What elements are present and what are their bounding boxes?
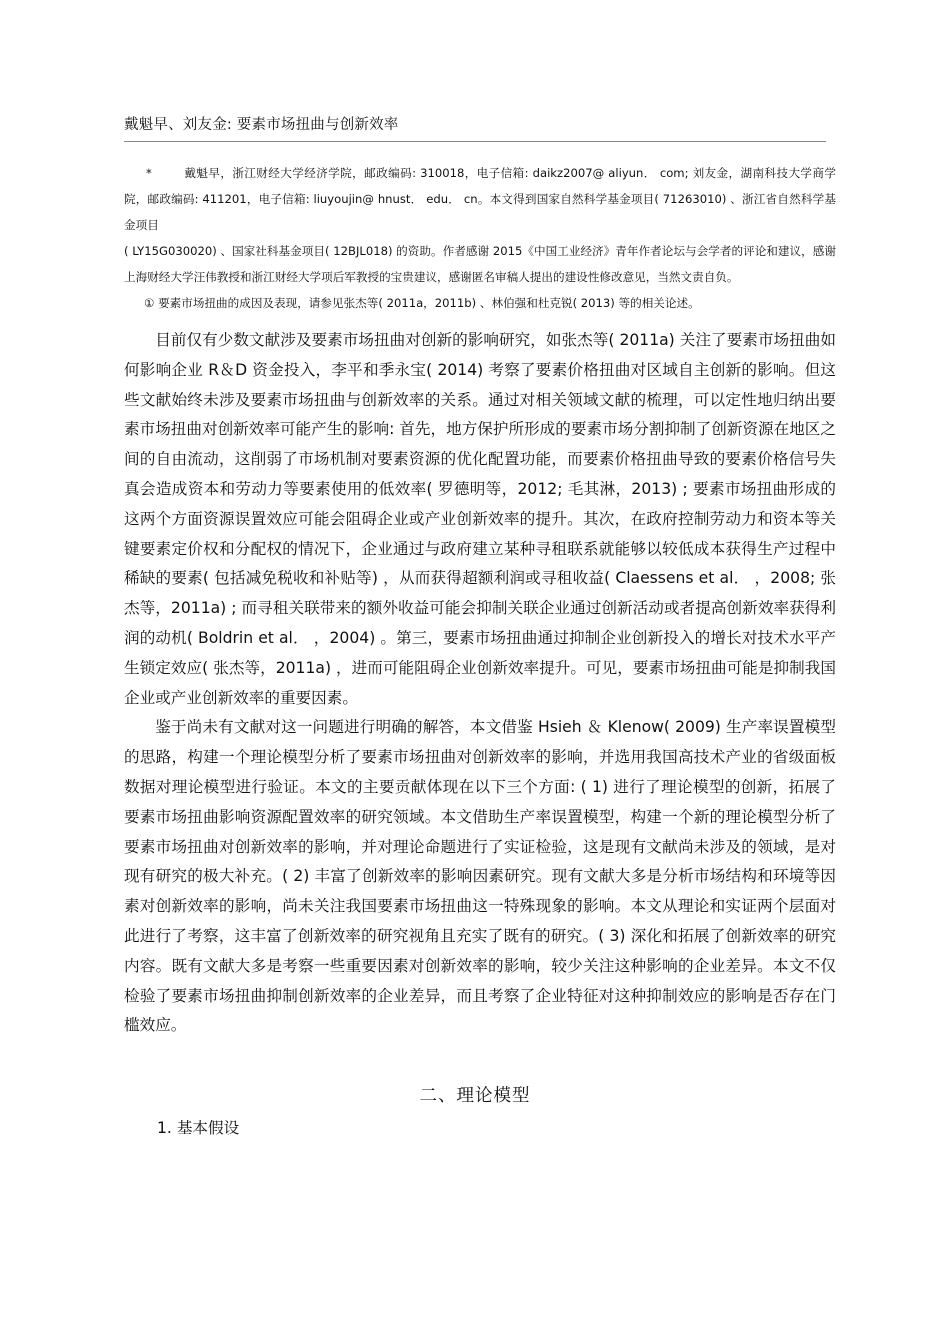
section-title: 二、理论模型 [419,1086,531,1106]
body-text [124,326,836,1041]
body-paragraph-2: 鉴于尚未有文献对这一问题进行明确的解答，本文借鉴 Hsieh ＆ Klenow( 2009) 生产率误置模型的思路，构建一个理论模型分析了要素市场扭曲对创新效率的影响，并选用我国高技术产业的省级面板数据对理论模型进行验证。本文的主要贡献体现在以下三个方面: ( 1) 进行了理论模型的创新，拓展了要素市场扭曲影响资源配置效率的研究领域。本文借助生产率误置模型，构建一个新的理论模型分析了要素市场扭曲对创新效率的影响，并对理论命题进行了实证检验，这是现有文献尚未涉及的领域，是对现有研究的极大补充。( 2) 丰富了创新效率的影响因素研究。现有文献大多是分析市场结构和环境等因素对创新效率的影响，尚未关注我国要素市场扭曲这一特殊现象的影响。本文从理论和实证两个层面对此进行了考察，这丰富了创新效率的研究视角且充实了既有的研究。( 3) 深化和拓展了创新效率的研究内容。既有文献大多是考察一些重要因素对创新效率的影响，较少关注这种影响的企业差异。本文不仅检验了要素市场扭曲抑制创新效率的企业差异，而且考察了企业特征对这种抑制效应的影响是否存在门槛效应。 [124,718,836,1035]
running-header: 戴魁早、刘友金: 要素市场扭曲与创新效率 [124,117,399,133]
author-footnote-continued: ( LY15G030020) 、国家社科基金项目( 12BJL018) 的资助。作者感谢 2015《中国工业经济》青年作者论坛与会学者的评论和建议，感谢上海财经大学汪伟教授和浙江财经大学项后军教授的宝贵建议，感谢匿名审稿人提出的建设性修改意见，当然文责自负。 [124,244,836,284]
footnotes [124,160,836,316]
header-rule [124,141,826,142]
subsection-title: 1. 基本假设 [157,1119,240,1137]
footnote-1: ① 要素市场扭曲的成因及表现，请参见张杰等( 2011a，2011b) 、林伯强和杜克锐( 2013) 等的相关论述。 [144,296,700,310]
author-footnote-text: 戴魁早，浙江财经大学经济学院，邮政编码: 310018，电子信箱: daikz2007@ aliyun． com; 刘友金，湖南科技大学商学院，邮政编码: 411201，电子信箱: liuyoujin@ hnust． edu． cn。本文得到国家自然科学基金项目( 71263010) 、浙江省自然科学基金项目 [124,166,836,232]
author-footnote [124,160,836,238]
body-paragraph-1: 目前仅有少数文献涉及要素市场扭曲对创新的影响研究，如张杰等( 2011a) 关注了要素市场扭曲如何影响企业 R＆D 资金投入，李平和季永宝( 2014) 考察了要素价格扭曲对区域自主创新的影响。但这些文献始终未涉及要素市场扭曲与创新效率的关系。通过对相关领域文献的梳理，可以定性地归纳出要素市场扭曲对创新效率可能产生的影响: 首先，地方保护所形成的要素市场分割抑制了创新资源在地区之间的自由流动，这削弱了市场机制对要素资源的优化配置功能，而要素价格扭曲导致的要素价格信号失真会造成资本和劳动力等要素使用的低效率( 罗德明等，2012; 毛其淋，2013) ; 要素市场扭曲形成的这两个方面资源误置效应可能会阻碍企业或产业创新效率的提升。其次，在政府控制劳动力和资本等关键要素定价权和分配权的情况下，企业通过与政府建立某种寻租联系就能够以较低成本获得生产过程中稀缺的要素( 包括减免税收和补贴等) ，从而获得超额利润或寻租收益( Claessens et al． ，2008; 张杰等，2011a) ; 而寻租关联带来的额外收益可能会抑制关联企业通过创新活动或者提高创新效率获得利润的动机( Boldrin et al． ，2004) 。第三，要素市场扭曲通过抑制企业创新投入的增长对技术水平产生锁定效应( 张杰等，2011a) ，进而可能阻碍企业创新效率提升。可见，要素市场扭曲可能是抑制我国企业或产业创新效率的重要因素。 [124,331,836,707]
footnote-star-marker: * [146,166,152,180]
